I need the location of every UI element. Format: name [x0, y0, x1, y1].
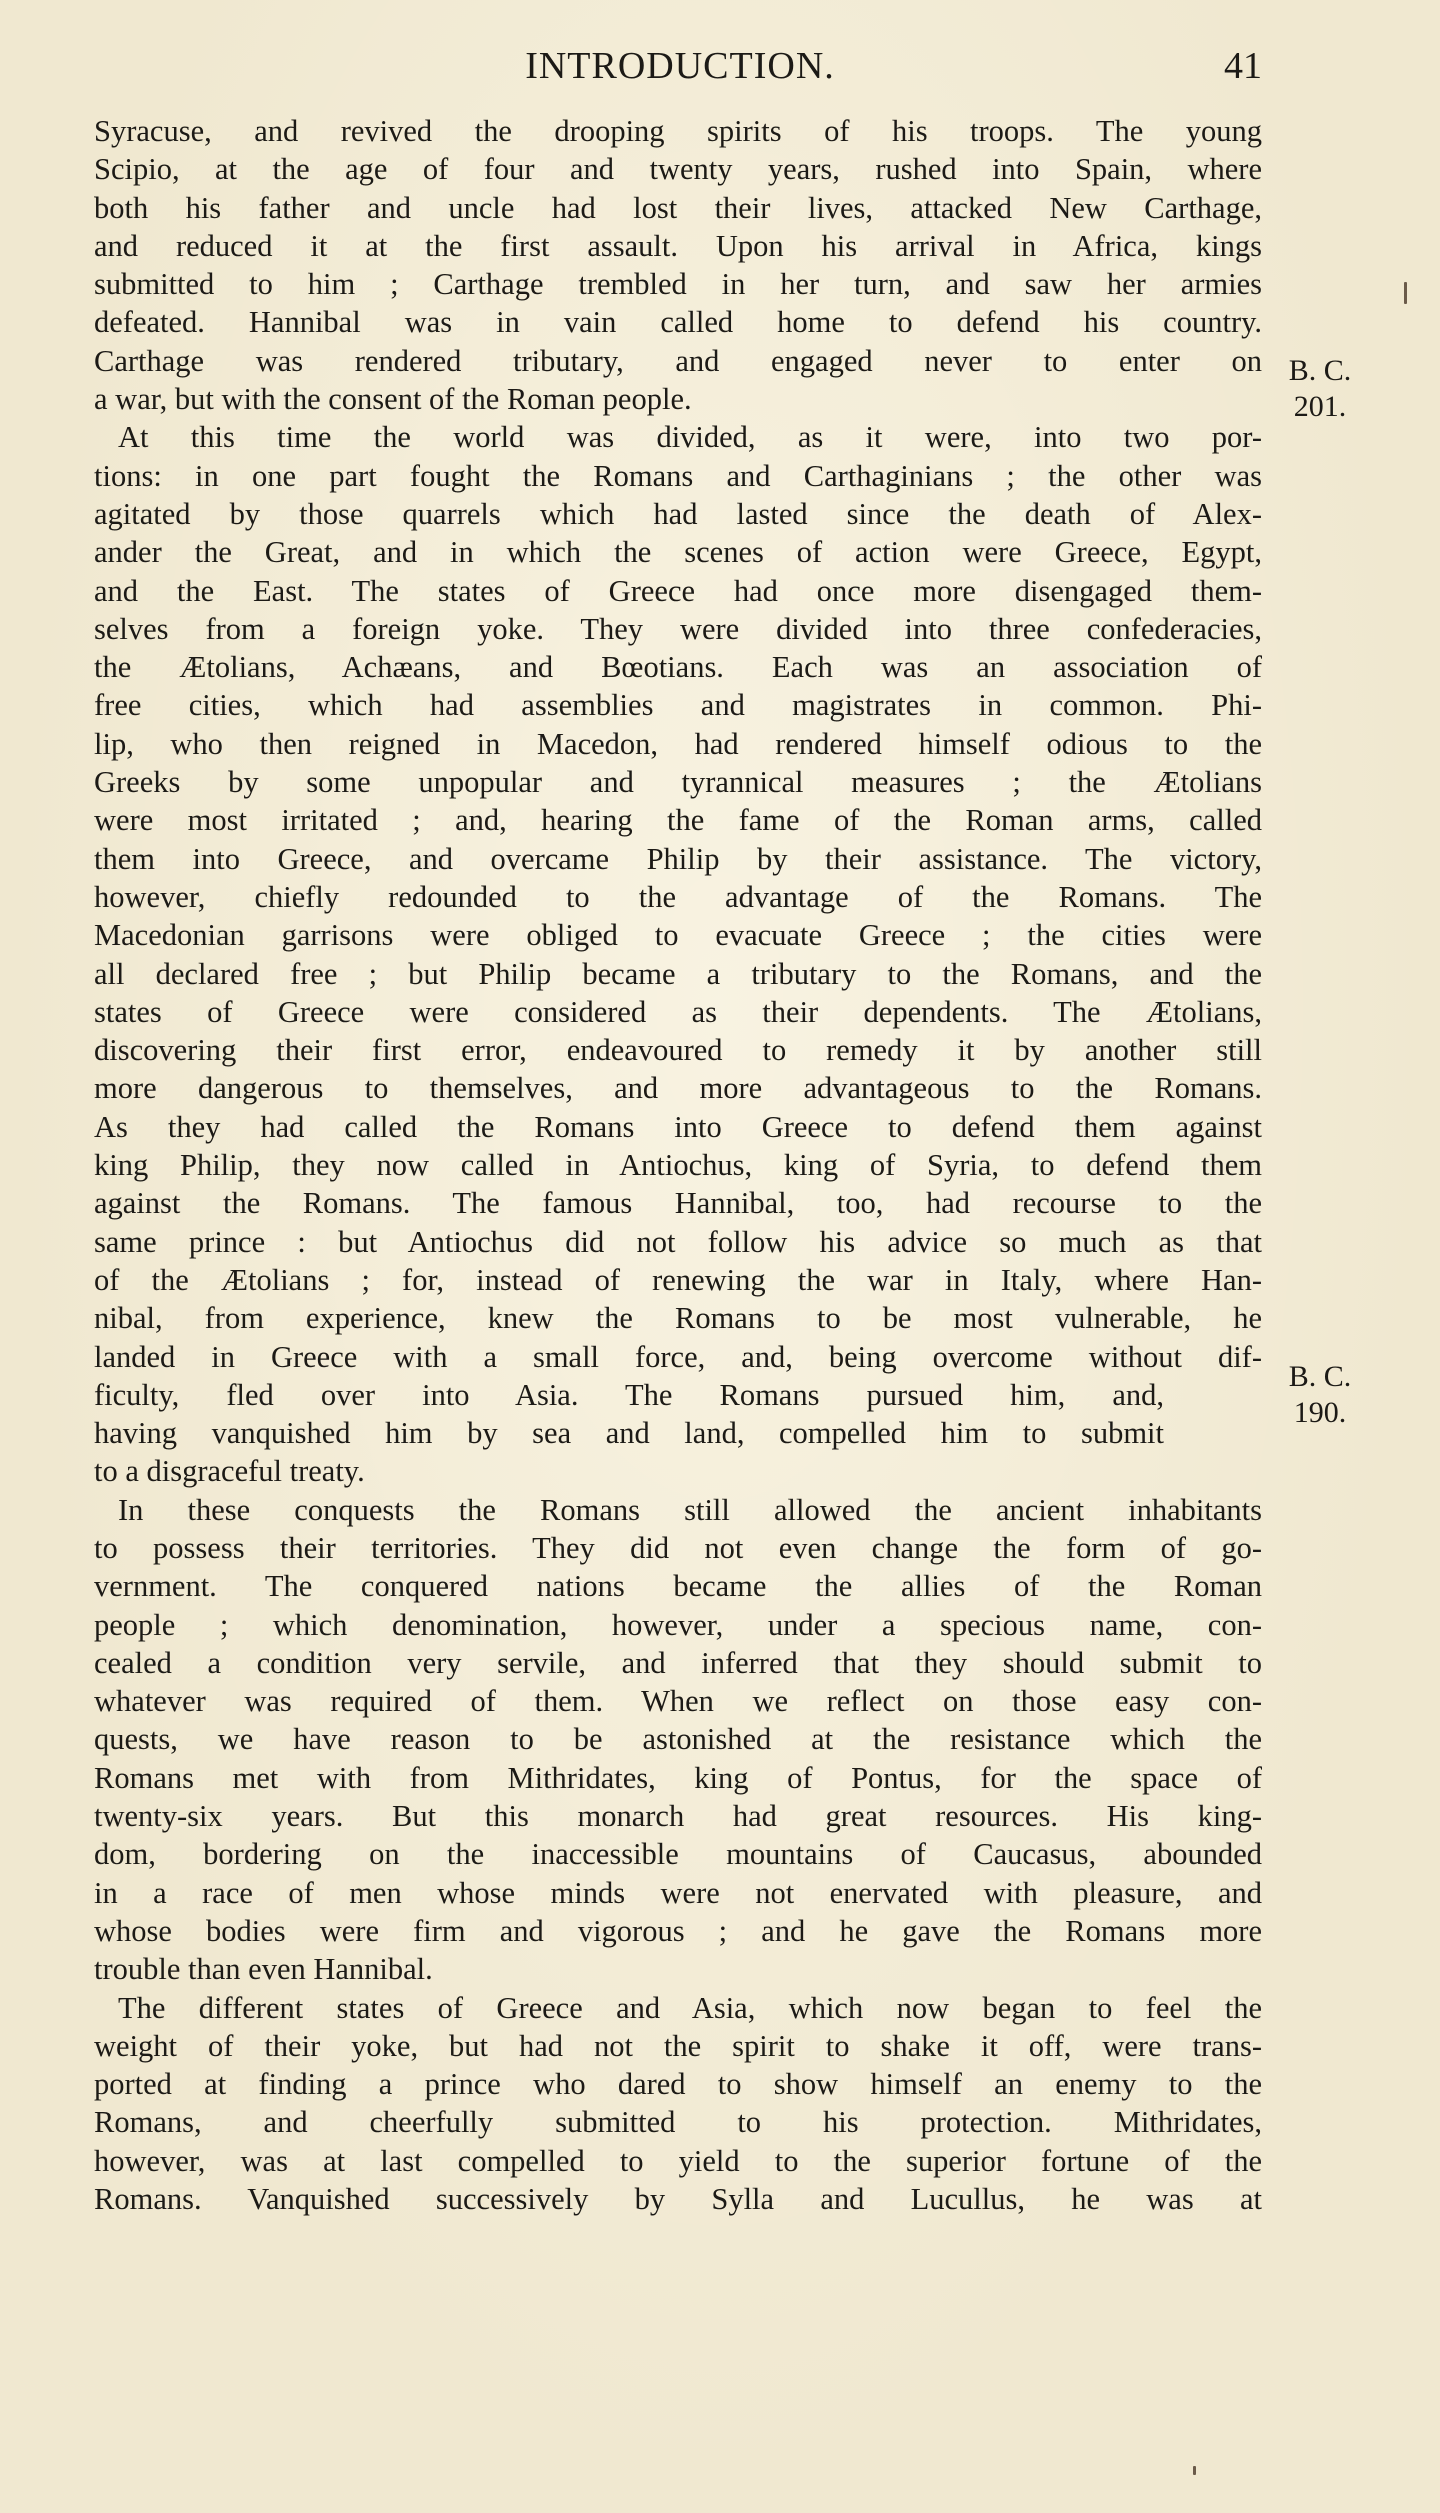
text-line: to possess their territories. They did not even change the form of go-: [94, 1530, 1262, 1565]
text-line: king Philip, they now called in Antiochus, king of Syria, to defend them: [94, 1148, 1262, 1183]
text-line: Macedonian garrisons were obliged to evacuate Greece ; the cities were: [94, 918, 1262, 953]
margin-year: 190.: [1293, 1396, 1347, 1429]
text-line: a war, but with the consent of the Roman people.: [94, 382, 692, 417]
margin-era: B. C.: [1288, 354, 1352, 387]
text-line: The different states of Greece and Asia, which now began to feel the: [118, 1990, 1262, 2025]
text-line: cealed a condition very servile, and inferred that they should submit to: [94, 1645, 1262, 1680]
text-line: people ; which denomination, however, under a specious name, con-: [94, 1607, 1262, 1642]
text-line: trouble than even Hannibal.: [94, 1952, 433, 1987]
text-line: against the Romans. The famous Hannibal, too, had recourse to the: [94, 1186, 1262, 1221]
text-line: however, was at last compelled to yield to the superior fortune of the: [94, 2143, 1262, 2178]
text-line: Romans. Vanquished successively by Sylla and Lucullus, he was at: [94, 2182, 1262, 2217]
text-line: ander the Great, and in which the scenes of action were Greece, Egypt,: [94, 535, 1262, 570]
text-line: however, chiefly redounded to the advantage of the Romans. The: [94, 879, 1262, 914]
text-line: Romans, and cheerfully submitted to his protection. Mithridates,: [94, 2105, 1262, 2140]
text-line: same prince : but Antiochus did not follow his advice so much as that: [94, 1224, 1262, 1259]
text-line: At this time the world was divided, as it were, into two por-: [118, 420, 1262, 455]
text-line: Scipio, at the age of four and twenty years, rushed into Spain, where: [94, 152, 1262, 187]
text-line: landed in Greece with a small force, and, being overcome without dif-: [94, 1339, 1262, 1374]
text-line: weight of their yoke, but had not the spirit to shake it off, were trans-: [94, 2028, 1262, 2063]
text-line: the Ætolians, Achæans, and Bœotians. Each was an association of: [94, 650, 1262, 685]
text-line: vernment. The conquered nations became the allies of the Roman: [94, 1569, 1262, 1604]
text-line: states of Greece were considered as their dependents. The Ætolians,: [94, 994, 1262, 1029]
text-line: ported at finding a prince who dared to show himself an enemy to the: [94, 2067, 1262, 2102]
text-line: discovering their first error, endeavoured to remedy it by another still: [94, 1033, 1262, 1068]
margin-date-note: [1280, 356, 1360, 422]
text-line: In these conquests the Romans still allowed the ancient inhabitants: [118, 1492, 1262, 1527]
text-line: Carthage was rendered tributary, and engaged never to enter on: [94, 343, 1262, 378]
page-number: 41: [1224, 45, 1262, 87]
text-line: defeated. Hannibal was in vain called home to defend his country.: [94, 305, 1262, 340]
text-line: whose bodies were firm and vigorous ; and he gave the Romans more: [94, 1913, 1262, 1948]
text-line: whatever was required of them. When we reflect on those easy con-: [94, 1684, 1262, 1719]
text-line: free cities, which had assemblies and magistrates in common. Phi-: [94, 688, 1262, 723]
text-line: As they had called the Romans into Greece to defend them against: [94, 1109, 1262, 1144]
text-line: quests, we have reason to be astonished at the resistance which the: [94, 1722, 1262, 1757]
text-line: all declared free ; but Philip became a tributary to the Romans, and the: [94, 956, 1262, 991]
text-line: selves from a foreign yoke. They were divided into three confederacies,: [94, 611, 1262, 646]
text-line: ficulty, fled over into Asia. The Romans pursued him, and,: [94, 1377, 1164, 1412]
page-header: [90, 36, 1270, 96]
text-line: nibal, from experience, knew the Romans to be most vulnerable, he: [94, 1301, 1262, 1336]
text-line: and the East. The states of Greece had once more disengaged them-: [94, 573, 1262, 608]
text-line: dom, bordering on the inaccessible mountains of Caucasus, abounded: [94, 1837, 1262, 1872]
text-line: Romans met with from Mithridates, king of Pontus, for the space of: [94, 1760, 1262, 1795]
text-line: to a disgraceful treaty.: [94, 1454, 365, 1489]
margin-date-note: [1280, 1362, 1360, 1428]
text-line: of the Ætolians ; for, instead of renewing the war in Italy, where Han-: [94, 1262, 1262, 1297]
text-line: agitated by those quarrels which had lasted since the death of Alex-: [94, 496, 1262, 531]
text-line: tions: in one part fought the Romans and Carthaginians ; the other was: [94, 458, 1262, 493]
text-line: Greeks by some unpopular and tyrannical measures ; the Ætolians: [94, 765, 1262, 800]
margin-era: B. C.: [1288, 1360, 1352, 1393]
text-line: twenty-six years. But this monarch had great resources. His king-: [94, 1799, 1262, 1834]
paper-speck: [1193, 2466, 1196, 2475]
paper-speck: [1404, 282, 1407, 304]
text-line: more dangerous to themselves, and more advantageous to the Romans.: [94, 1071, 1262, 1106]
text-line: both his father and uncle had lost their lives, attacked New Carthage,: [94, 190, 1262, 225]
text-line: them into Greece, and overcame Philip by their assistance. The victory,: [94, 841, 1262, 876]
margin-year: 201.: [1293, 390, 1347, 423]
text-line: and reduced it at the first assault. Upon his arrival in Africa, kings: [94, 228, 1262, 263]
text-line: Syracuse, and revived the drooping spirits of his troops. The young: [94, 114, 1262, 148]
text-line: lip, who then reigned in Macedon, had rendered himself odious to the: [94, 726, 1262, 761]
text-line: submitted to him ; Carthage trembled in her turn, and saw her armies: [94, 267, 1262, 302]
text-line: having vanquished him by sea and land, compelled him to submit: [94, 1416, 1164, 1451]
text-line: were most irritated ; and, hearing the fame of the Roman arms, called: [94, 803, 1262, 838]
text-line: in a race of men whose minds were not enervated with pleasure, and: [94, 1875, 1262, 1910]
running-title: INTRODUCTION.: [525, 45, 835, 87]
body-text: [94, 112, 1262, 2218]
